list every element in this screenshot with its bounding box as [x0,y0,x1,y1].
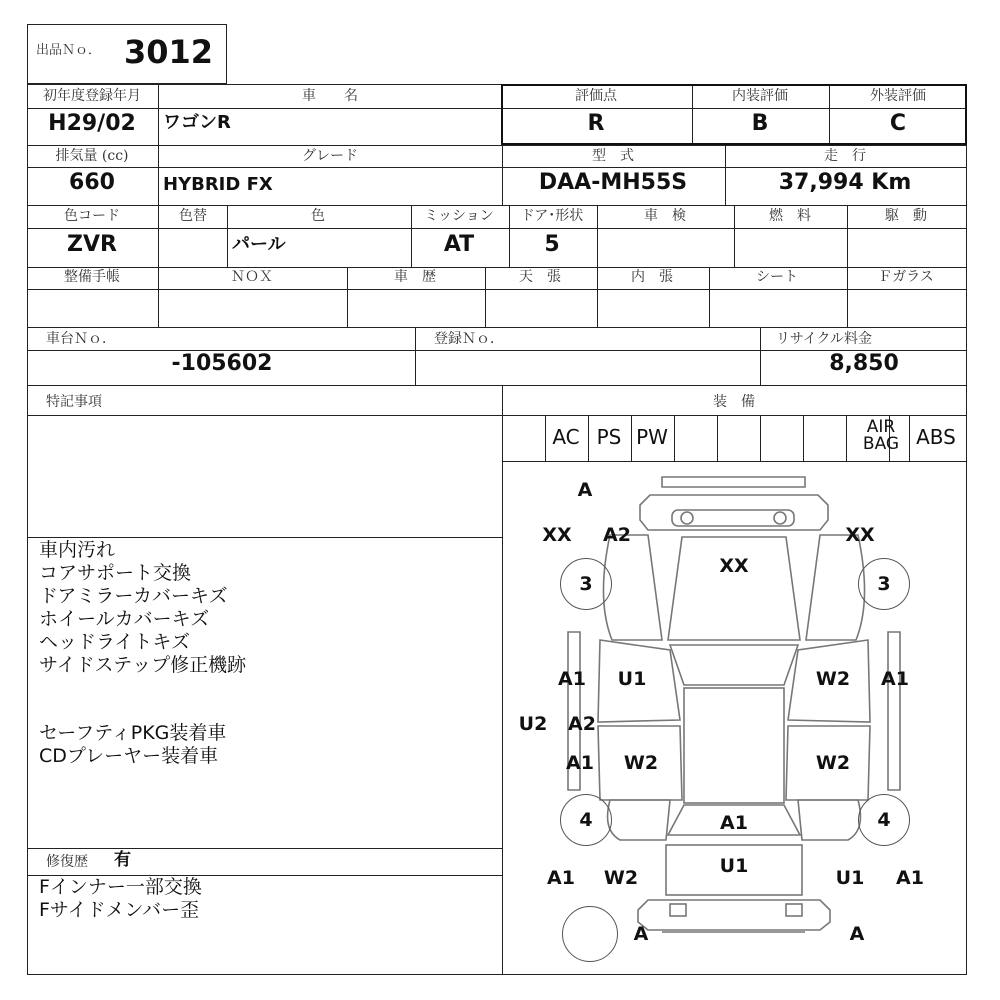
equip-airbag: AIR BAG [862,417,900,454]
rear-left-wheel: 4 [560,794,612,846]
exterior-score: C [889,111,907,136]
inspection-label: 車 検 [644,208,686,224]
damage-front-bumper: A [577,479,593,501]
damage-left-quarter-a: A1 [547,867,575,889]
note-line: コアサポート交換 [39,562,192,584]
drive-label: 駆 動 [885,208,927,224]
exterior-label: 外装評価 [870,88,926,104]
model-label: 型 式 [592,148,634,164]
equipment-label: 装 備 [713,394,755,410]
note-line: CDプレーヤー装着車 [39,745,219,767]
name-label: 車 名 [302,88,358,104]
cc-label: 排気量 (cc) [55,148,129,164]
service-label: 整備手帳 [64,269,120,285]
repair-value: 有 [114,850,131,870]
grade-label: グレード [302,148,358,164]
note-line: ドアミラーカバーキズ [39,585,228,607]
damage-right-front-door-b: A1 [881,668,909,690]
damage-left-step-b: A2 [568,713,596,735]
repair-line: Fインナー一部交換 [39,876,202,898]
equip-ac: AC [552,425,580,449]
front-right-wheel: 3 [858,558,910,610]
damage-rear-bumper-left: A [633,923,649,945]
interior-label: 内装評価 [732,88,788,104]
color-code-label: 色コード [64,208,120,224]
chassis-label: 車台Ｎｏ． [46,331,116,347]
note-line: ホイールカバーキズ [39,608,210,630]
rear-right-wheel: 4 [858,794,910,846]
recycle-fee: 8,850 [829,351,899,376]
score-label: 評価点 [575,88,617,104]
damage-left-fender-front: XX [542,524,572,546]
grade: HYBRID FX [163,174,273,195]
car-name: ワゴンR [163,112,231,133]
nox-label: ＮＯＸ [231,269,273,285]
damage-right-fender-front: XX [845,524,875,546]
recycle-label: リサイクル料金 [776,331,873,347]
damage-left-front-door-b: U1 [617,668,647,690]
equip-abs: ABS [916,425,956,449]
doors: 5 [544,232,560,257]
damage-right-rear-door: W2 [815,752,851,774]
reg-label: 登録Ｎｏ． [434,331,504,347]
damage-back-door: U1 [719,855,749,877]
color-label: 色 [311,208,325,224]
damage-left-headlight: A2 [603,524,631,546]
roof-label: 天 張 [519,269,561,285]
damage-right-quarter-a: U1 [835,867,865,889]
note-line: 車内汚れ [39,539,116,561]
lot-number: 3012 [124,33,214,71]
damage-rear-bumper-right: A [849,923,865,945]
notes-label: 特記事項 [46,394,102,410]
transmission: AT [443,232,475,257]
seat-label: シート [756,269,798,285]
displacement: 660 [69,170,115,195]
mileage: 37,994 Km [778,170,912,195]
damage-left-front-door-a: A1 [558,668,586,690]
note-line: ヘッドライトキズ [39,631,191,653]
glass-label: Ｆガラス [878,269,934,285]
repair-label: 修復歴 [46,854,88,870]
repair-line: Fサイドメンバー歪 [39,899,200,921]
interior-score: B [751,111,769,136]
color-code: ZVR [67,232,117,257]
equip-ps: PS [596,425,622,449]
note-line: サイドステップ修正機跡 [39,654,247,676]
damage-bonnet: XX [719,555,749,577]
chassis-number: -105602 [171,351,273,376]
mission-label: ミッション [424,208,494,224]
door-label: ドア･形状 [520,208,584,224]
year-label: 初年度登録年月 [43,88,141,104]
damage-left-rear-door-a: A1 [566,752,594,774]
damage-rear-roof: A1 [720,812,748,834]
front-left-wheel: 3 [560,558,612,610]
damage-right-front-door-a: W2 [815,668,851,690]
damage-left-quarter-b: W2 [603,867,639,889]
color: パール [232,234,286,255]
fuel-label: 燃 料 [769,208,811,224]
first-registration: H29/02 [48,111,136,136]
repaint-label: 色替 [179,208,207,224]
interior-trim-label: 内 張 [631,269,673,285]
lot-label: 出品Ｎｏ． [36,43,102,58]
history-label: 車 歴 [394,269,436,285]
model-code: DAA-MH55S [538,170,688,195]
damage-left-step-a: U2 [518,713,548,735]
damage-right-quarter-b: A1 [896,867,924,889]
note-line: セーフティPKG装着車 [39,722,227,744]
equip-pw: PW [636,425,668,449]
damage-left-rear-door-b: W2 [623,752,659,774]
spare-tire [562,906,618,962]
evaluation-score: R [587,111,605,136]
mileage-label: 走 行 [824,148,866,164]
